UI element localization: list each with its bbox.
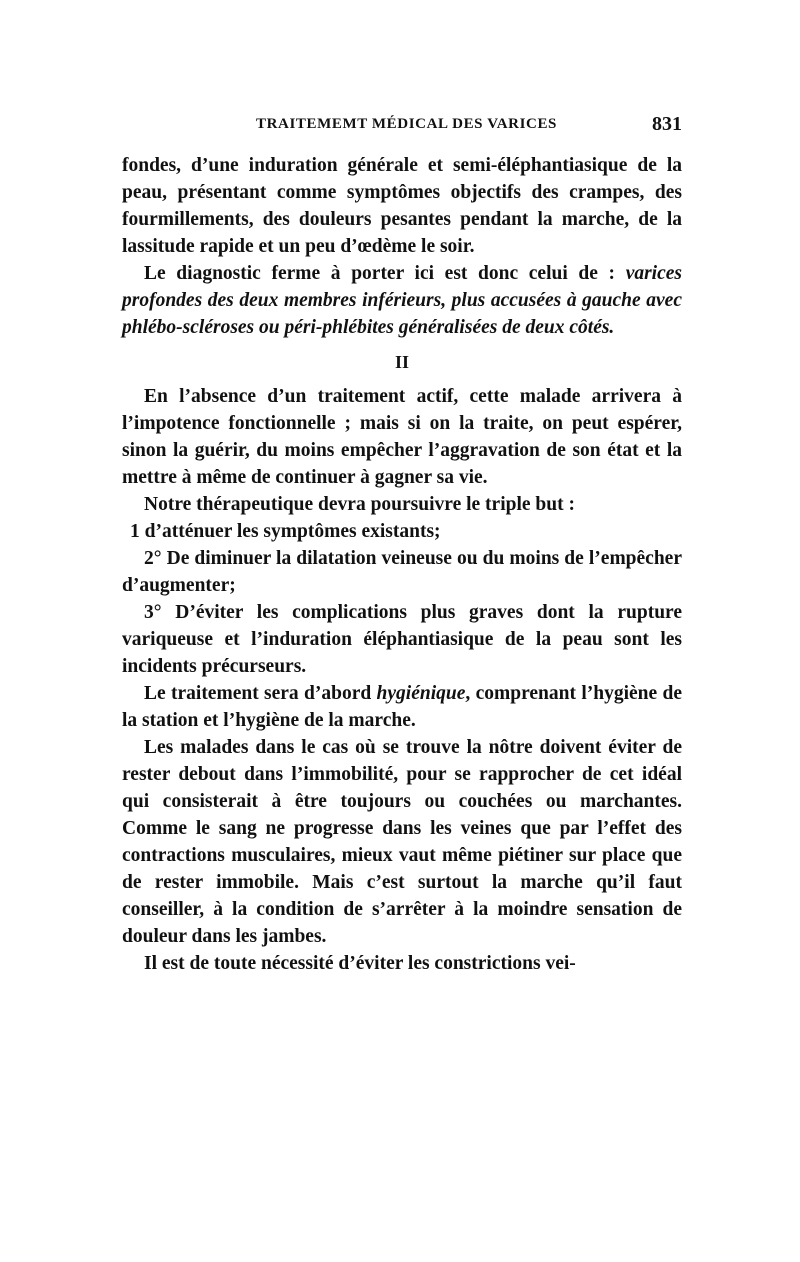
page-number: 831 (652, 113, 682, 135)
paragraph-patients: Les malades dans le cas où se trouve la nôtre doivent éviter de rester debout dans l’immobilité, pour se rapprocher de cet idéal qui consisterait à être toujours ou couchées ou marchantes. Comme le sang ne progresse dans les veines que par l’effet des contractions musculaires, mieux vaut même piétiner sur place que de rester immobile. Mais c’est surtout la marche qu’il faut conseiller, à la condition de s’arrêter à la moindre sensation de douleur dans les jambes. (122, 737, 682, 947)
list-item-3: 3° D’éviter les complications plus graves dont la rupture variqueuse et l’induration éléphantiasique de la peau sont les incidents précurseurs. (122, 602, 682, 677)
running-head-title: TRAITEMEMT MÉDICAL DES VARICES (256, 116, 557, 132)
paragraph-absence: En l’absence d’un traitement actif, cette malade arrivera à l’impotence fonctionnelle ; mais si on la traite, on peut espérer, sinon la guérir, du moins empêcher l’aggravation de son état et la mettre à même de continuer à gagner sa vie. (122, 386, 682, 488)
paragraph-diagnosis (122, 260, 682, 341)
diagnosis-italic: varices profondes des deux membres inférieurs, plus accusées à gauche avec phlébo-scléroses ou péri-phlébites généralisées de deux côtés. (122, 263, 682, 338)
section-heading: II (394, 352, 409, 372)
treatment-tail: , comprenant l’hygiène de la station et l’hygiène de la marche. (122, 683, 682, 731)
treatment-lead: Le traitement sera d’abord (144, 683, 377, 704)
paragraph-treatment (122, 680, 682, 734)
body-text (122, 152, 682, 977)
diagnosis-lead: Le diagnostic ferme à porter ici est donc celui de : (144, 263, 626, 284)
list-item-2: 2° De diminuer la dilatation veineuse ou du moins de l’empêcher d’augmenter; (122, 548, 682, 596)
paragraph-constrictions: Il est de toute nécessité d’éviter les constrictions vei- (144, 953, 576, 974)
running-head (122, 113, 682, 140)
paragraph-triple-goal: Notre thérapeutique devra poursuivre le triple but : (144, 494, 575, 515)
treatment-italic: hygiénique (376, 683, 466, 704)
list-item-1: 1 d’atténuer les symptômes existants; (130, 521, 441, 542)
paragraph-continuation: fondes, d’une induration générale et semi-éléphantiasique de la peau, présentant comme symptômes objectifs des crampes, des fourmillements, des douleurs pesantes pendant la marche, de la lassitude rapide et un peu d’œdème le soir. (122, 155, 682, 257)
